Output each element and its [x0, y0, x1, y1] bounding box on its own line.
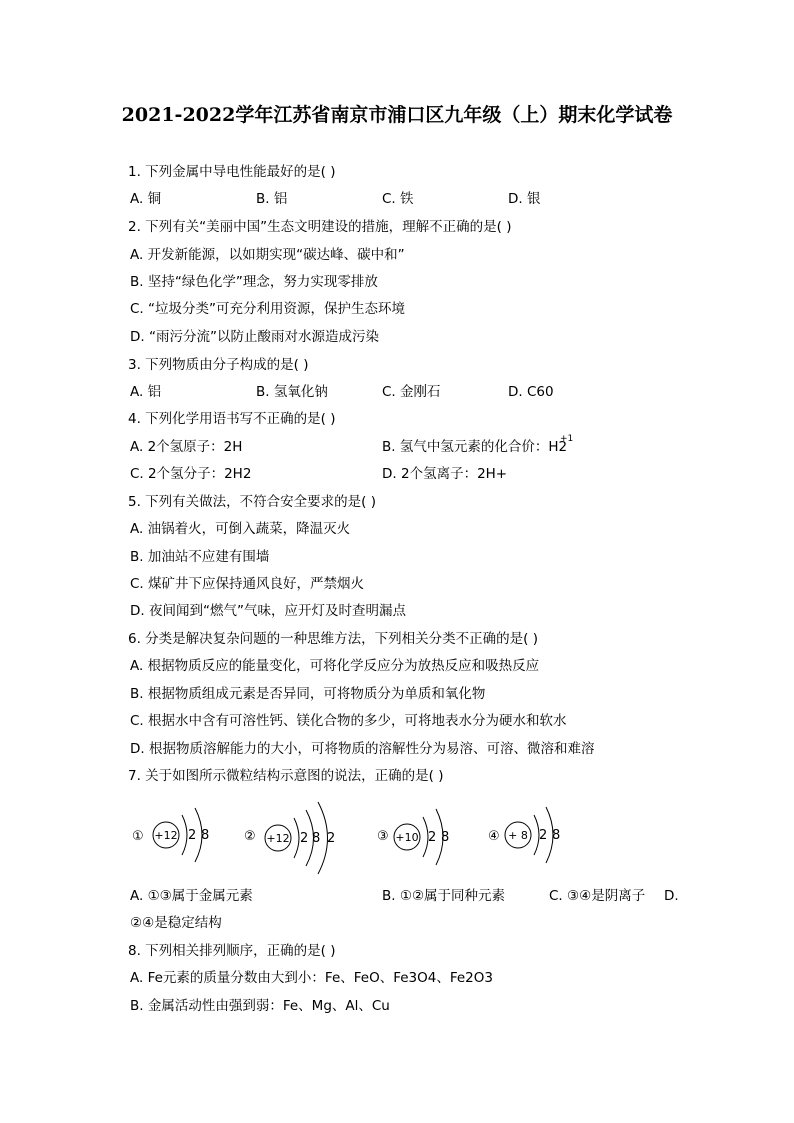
q6-option-b: B. 根据物质组成元素是否异同，可将物质分为单质和氧化物 — [130, 686, 486, 702]
q4-option-b-text: B. 氢气中氢元素的化合价：H2 — [382, 439, 568, 455]
atom-3-shell-2-count: 8 — [441, 830, 450, 845]
q6-option-d: D. 根据物质溶解能力的大小，可将物质的溶解性分为易溶、可溶、微溶和难溶 — [130, 741, 595, 757]
q1-option-b: B. 铝 — [256, 191, 288, 207]
atom-1-nucleus-charge: +12 — [154, 829, 178, 842]
question-4-stem: 4. 下列化学用语书写不正确的是( ) — [128, 411, 336, 427]
atom-1-shell-2-count: 8 — [201, 828, 210, 843]
question-1-stem: 1. 下列金属中导电性能最好的是( ) — [128, 164, 336, 180]
q5-option-d: D. 夜间闻到“燃气”气味，应开灯及时查明漏点 — [130, 603, 406, 619]
atom-4-shell-1-count: 2 — [539, 828, 548, 843]
q2-option-a: A. 开发新能源，以如期实现“碳达峰、碳中和” — [130, 247, 405, 263]
q5-option-c: C. 煤矿井下应保持通风良好，严禁烟火 — [130, 576, 365, 592]
q4-charge-mark: +1 — [560, 434, 574, 444]
atom-1 — [132, 808, 209, 862]
q4-option-c: C. 2个氢分子：2H2 — [130, 466, 252, 482]
q8-option-a: A. Fe元素的质量分数由大到小：Fe、FeO、Fe3O4、Fe2O3 — [130, 970, 493, 986]
q1-option-c: C. 铁 — [382, 191, 414, 207]
q1-option-d: D. 银 — [508, 191, 541, 207]
question-8-stem: 8. 下列相关排列顺序，正确的是( ) — [128, 943, 336, 959]
atom-4-shell-2-count: 8 — [552, 828, 561, 843]
atom-1-shell-1 — [182, 815, 187, 855]
q4-option-b — [382, 434, 574, 456]
atom-3-nucleus-charge: +10 — [395, 831, 419, 844]
question-3-stem: 3. 下列物质由分子构成的是( ) — [128, 357, 309, 373]
atom-2-nucleus-charge: +12 — [266, 832, 290, 845]
atom-2-shell-3-count: 2 — [327, 831, 336, 846]
q2-option-c: C. “垃圾分类”可充分利用资源，保护生态环境 — [130, 301, 405, 317]
atom-structure-diagram — [130, 790, 590, 880]
q3-option-c: C. 金刚石 — [382, 384, 441, 400]
q4-option-a: A. 2个氢原子：2H — [130, 439, 243, 455]
q2-option-b: B. 坚持“绿色化学”理念，努力实现零排放 — [130, 274, 378, 290]
q7-option-d-prefix: D. — [664, 888, 679, 904]
atom-3-shell-1-count: 2 — [428, 830, 437, 845]
q8-option-b: B. 金属活动性由强到弱：Fe、Mg、Al、Cu — [130, 998, 390, 1014]
exam-title: 2021-2022学年江苏省南京市浦口区九年级（上）期末化学试卷 — [121, 104, 673, 126]
q7-option-d: ②④是稳定结构 — [130, 915, 222, 931]
q3-option-a: A. 铝 — [130, 384, 162, 400]
atom-4 — [488, 807, 560, 863]
atom-3 — [377, 809, 449, 865]
atom-2 — [244, 802, 335, 874]
question-6-stem: 6. 分类是解决复杂问题的一种思维方法，下列相关分类不正确的是( ) — [128, 631, 538, 647]
q5-option-a: A. 油锅着火，可倒入蔬菜，降温灭火 — [130, 521, 351, 537]
atom-1-shell-1-count: 2 — [188, 828, 197, 843]
question-2-stem: 2. 下列有关“美丽中国”生态文明建设的措施，理解不正确的是( ) — [128, 219, 512, 235]
q5-option-b: B. 加油站不应建有围墙 — [130, 549, 270, 565]
q3-option-d: D. C60 — [508, 384, 554, 400]
atom-3-label: ③ — [377, 829, 389, 844]
atom-2-label: ② — [244, 829, 256, 844]
atom-1-label: ① — [132, 829, 144, 844]
q6-option-c: C. 根据水中含有可溶性钙、镁化合物的多少，可将地表水分为硬水和软水 — [130, 713, 567, 729]
q7-option-b: B. ①②属于同种元素 — [382, 888, 506, 904]
q3-option-b: B. 氢氧化钠 — [256, 384, 328, 400]
q7-option-c: C. ③④是阴离子 — [549, 888, 646, 904]
q2-option-d: D. “雨污分流”以防止酸雨对水源造成污染 — [130, 329, 379, 345]
q4-option-d: D. 2个氢离子：2H+ — [382, 466, 508, 482]
q1-option-a: A. 铜 — [130, 191, 162, 207]
question-5-stem: 5. 下列有关做法，不符合安全要求的是( ) — [128, 494, 376, 510]
atom-4-label: ④ — [488, 829, 500, 844]
atom-4-nucleus-charge: + 8 — [508, 829, 528, 842]
q6-option-a: A. 根据物质反应的能量变化，可将化学反应分为放热反应和吸热反应 — [130, 658, 540, 674]
atom-2-shell-1 — [294, 818, 299, 858]
atom-2-shell-1-count: 2 — [300, 831, 309, 846]
q7-option-a: A. ①③属于金属元素 — [130, 888, 253, 904]
question-7-stem: 7. 关于如图所示微粒结构示意图的说法，正确的是( ) — [128, 768, 444, 784]
atom-2-shell-2-count: 8 — [312, 831, 321, 846]
